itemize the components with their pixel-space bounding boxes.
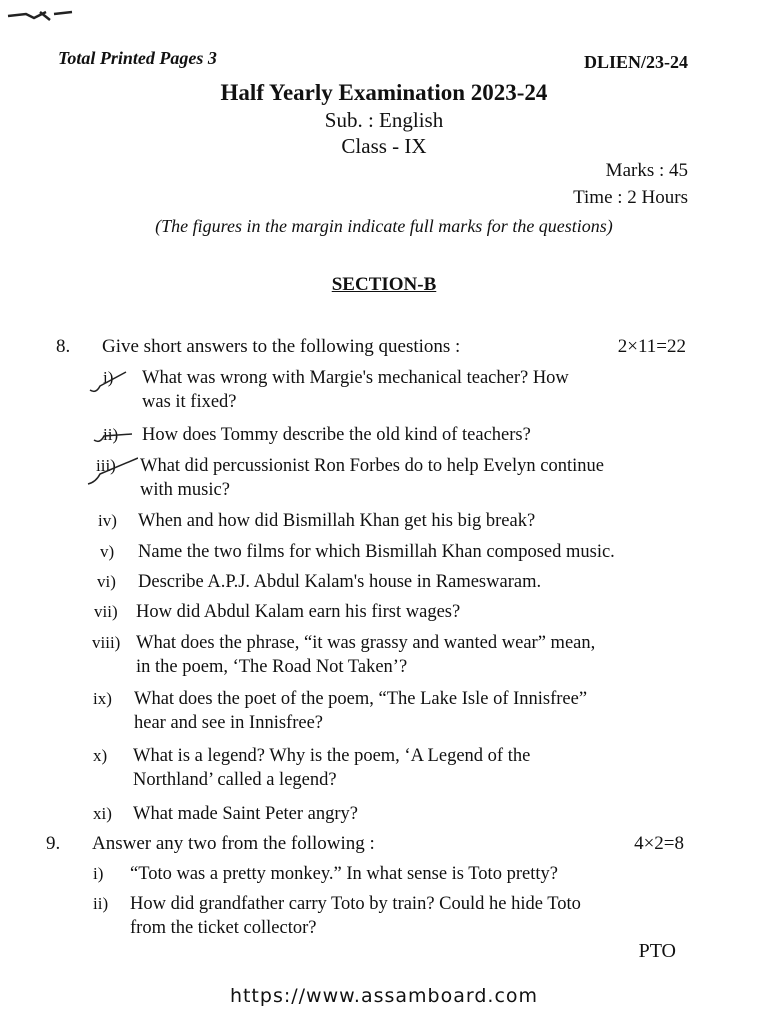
- item-line: How did grandfather carry Toto by train? Could he hide Toto: [130, 894, 581, 914]
- item-number: x): [93, 746, 108, 765]
- item-line: What made Saint Peter angry?: [133, 804, 358, 824]
- item-line: “Toto was a pretty monkey.” In what sense is Toto pretty?: [130, 864, 558, 884]
- item-number: ii): [93, 894, 109, 913]
- item-number: v): [100, 542, 115, 561]
- item-line: How does Tommy describe the old kind of teachers?: [142, 425, 531, 445]
- subject: Sub. : English: [324, 108, 444, 132]
- item-number: ii): [103, 425, 119, 444]
- item-line: Northland’ called a legend?: [133, 770, 337, 790]
- ink-scribble: [6, 8, 76, 28]
- item-number: xi): [93, 804, 112, 823]
- list-item: [130, 862, 675, 886]
- class-label: Class - IX: [341, 134, 427, 158]
- item-line: from the ticket collector?: [130, 918, 317, 938]
- question-number: 8.: [56, 336, 71, 357]
- list-item: [138, 540, 683, 564]
- item-number: vii): [94, 602, 118, 621]
- section-heading: SECTION-B: [331, 274, 437, 295]
- list-item: [134, 687, 679, 735]
- list-item: [133, 802, 678, 826]
- item-line: What was wrong with Margie's mechanical teacher? How: [142, 368, 569, 388]
- item-line: What does the phrase, “it was grassy and wanted wear” mean,: [136, 633, 596, 653]
- list-item: [140, 454, 685, 502]
- list-item: [133, 744, 678, 792]
- total-marks: Marks : 45: [605, 160, 688, 181]
- item-line: What did percussionist Ron Forbes do to help Evelyn continue: [140, 456, 604, 476]
- item-number: iii): [96, 456, 116, 475]
- exam-title: Half Yearly Examination 2023-24: [220, 80, 548, 105]
- question-text: Give short answers to the following questions :: [102, 336, 461, 357]
- question-marks: 4×2=8: [634, 833, 684, 854]
- pto-label: PTO: [638, 940, 676, 962]
- list-item: [136, 600, 681, 624]
- question-text: Answer any two from the following :: [92, 833, 375, 854]
- total-pages: Total Printed Pages 3: [58, 48, 217, 68]
- list-item: [138, 509, 683, 533]
- item-number: vi): [97, 572, 116, 591]
- question-number: 9.: [46, 833, 61, 854]
- item-line: with music?: [140, 480, 230, 500]
- list-item: [138, 570, 683, 594]
- question-marks: 2×11=22: [617, 336, 686, 357]
- item-line: Name the two films for which Bismillah Khan composed music.: [138, 542, 615, 562]
- item-line: What is a legend? Why is the poem, ‘A Legend of the: [133, 746, 531, 766]
- footer-url[interactable]: https://www.assamboard.com: [229, 985, 539, 1007]
- item-line: Describe A.P.J. Abdul Kalam's house in Rameswaram.: [138, 572, 542, 592]
- item-number: i): [93, 864, 104, 883]
- item-line: What does the poet of the poem, “The Lake Isle of Innisfree”: [134, 689, 588, 709]
- item-line: in the poem, ‘The Road Not Taken’?: [136, 657, 408, 677]
- item-number: ix): [93, 689, 112, 708]
- item-number: i): [103, 368, 114, 387]
- list-item: [130, 892, 675, 940]
- item-line: When and how did Bismillah Khan get his big break?: [138, 511, 536, 531]
- list-item: [142, 423, 687, 447]
- marks-note: (The figures in the margin indicate full marks for the questions): [155, 216, 613, 236]
- ink-tick-marks: [86, 364, 138, 494]
- item-number: viii): [92, 633, 121, 652]
- item-line: was it fixed?: [142, 392, 237, 412]
- item-line: How did Abdul Kalam earn his first wages?: [136, 602, 461, 622]
- list-item: [142, 366, 687, 414]
- item-number: iv): [98, 511, 117, 530]
- time-allowed: Time : 2 Hours: [573, 187, 688, 208]
- item-line: hear and see in Innisfree?: [134, 713, 324, 733]
- paper-code: DLIEN/23-24: [583, 52, 688, 72]
- list-item: [136, 631, 681, 679]
